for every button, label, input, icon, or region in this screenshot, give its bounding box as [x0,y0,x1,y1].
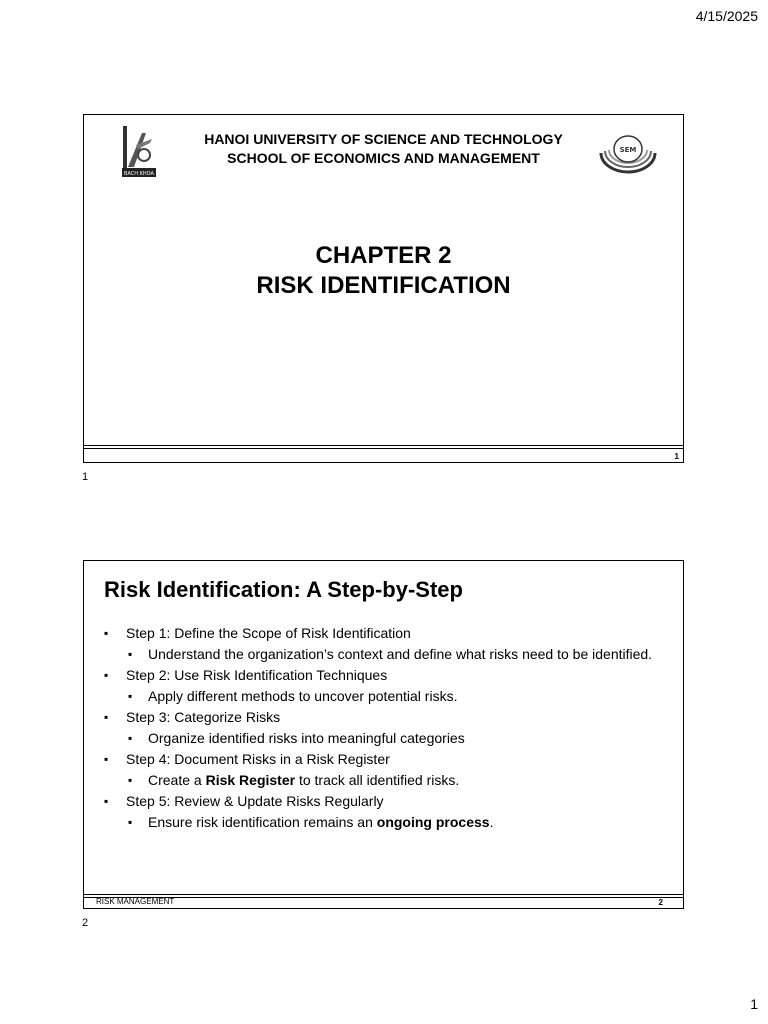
school-name: SCHOOL OF ECONOMICS AND MANAGEMENT [227,150,540,166]
bullet-step-3: ▪ Step 3: Categorize Risks [104,709,664,725]
bullet-step-5: ▪ Step 5: Review & Update Risks Regularly [104,793,664,809]
bullet-list [104,625,664,835]
university-name: HANOI UNIVERSITY OF SCIENCE AND TECHNOLOGY [204,131,563,147]
page-date: 4/15/2025 [695,8,758,24]
sub-bullet-step-5: ▪ Ensure risk identification remains an ongoing process. [104,814,664,830]
school-logo-icon [597,133,659,175]
slide-number: 2 [658,898,663,907]
footer-rule [84,894,683,895]
slide-1 [83,114,684,463]
svg-text:BACH KHOA: BACH KHOA [124,171,154,177]
chapter-name: RISK IDENTIFICATION [256,272,511,299]
bullet-step-2: ▪ Step 2: Use Risk Identification Techniques [104,667,664,683]
chapter-title [84,241,683,301]
slide-caption: 2 [82,917,89,929]
slide-title: Risk Identification: A Step-by-Step [104,577,463,602]
slide-number: 1 [674,452,679,461]
footer-rule [84,445,683,446]
svg-text:SEM: SEM [619,146,637,154]
bullet-step-4: ▪ Step 4: Document Risks in a Risk Register [104,751,664,767]
chapter-label: CHAPTER 2 [315,242,452,269]
footer-label: RISK MANAGEMENT [96,897,175,906]
sub-bullet-step-1: ▪ Understand the organization’s context and define what risks need to be identified. [104,646,664,662]
footer-rule [84,448,683,449]
page-number: 1 [750,996,758,1012]
sub-bullet-step-3: ▪ Organize identified risks into meaningful categories [104,730,664,746]
bullet-step-1: ▪ Step 1: Define the Scope of Risk Identification [104,625,664,641]
slide-caption: 1 [82,471,89,483]
sub-bullet-step-2: ▪ Apply different methods to uncover potential risks. [104,688,664,704]
slide-2 [83,560,684,909]
sub-bullet-step-4: ▪ Create a Risk Register to track all identified risks. [104,772,664,788]
